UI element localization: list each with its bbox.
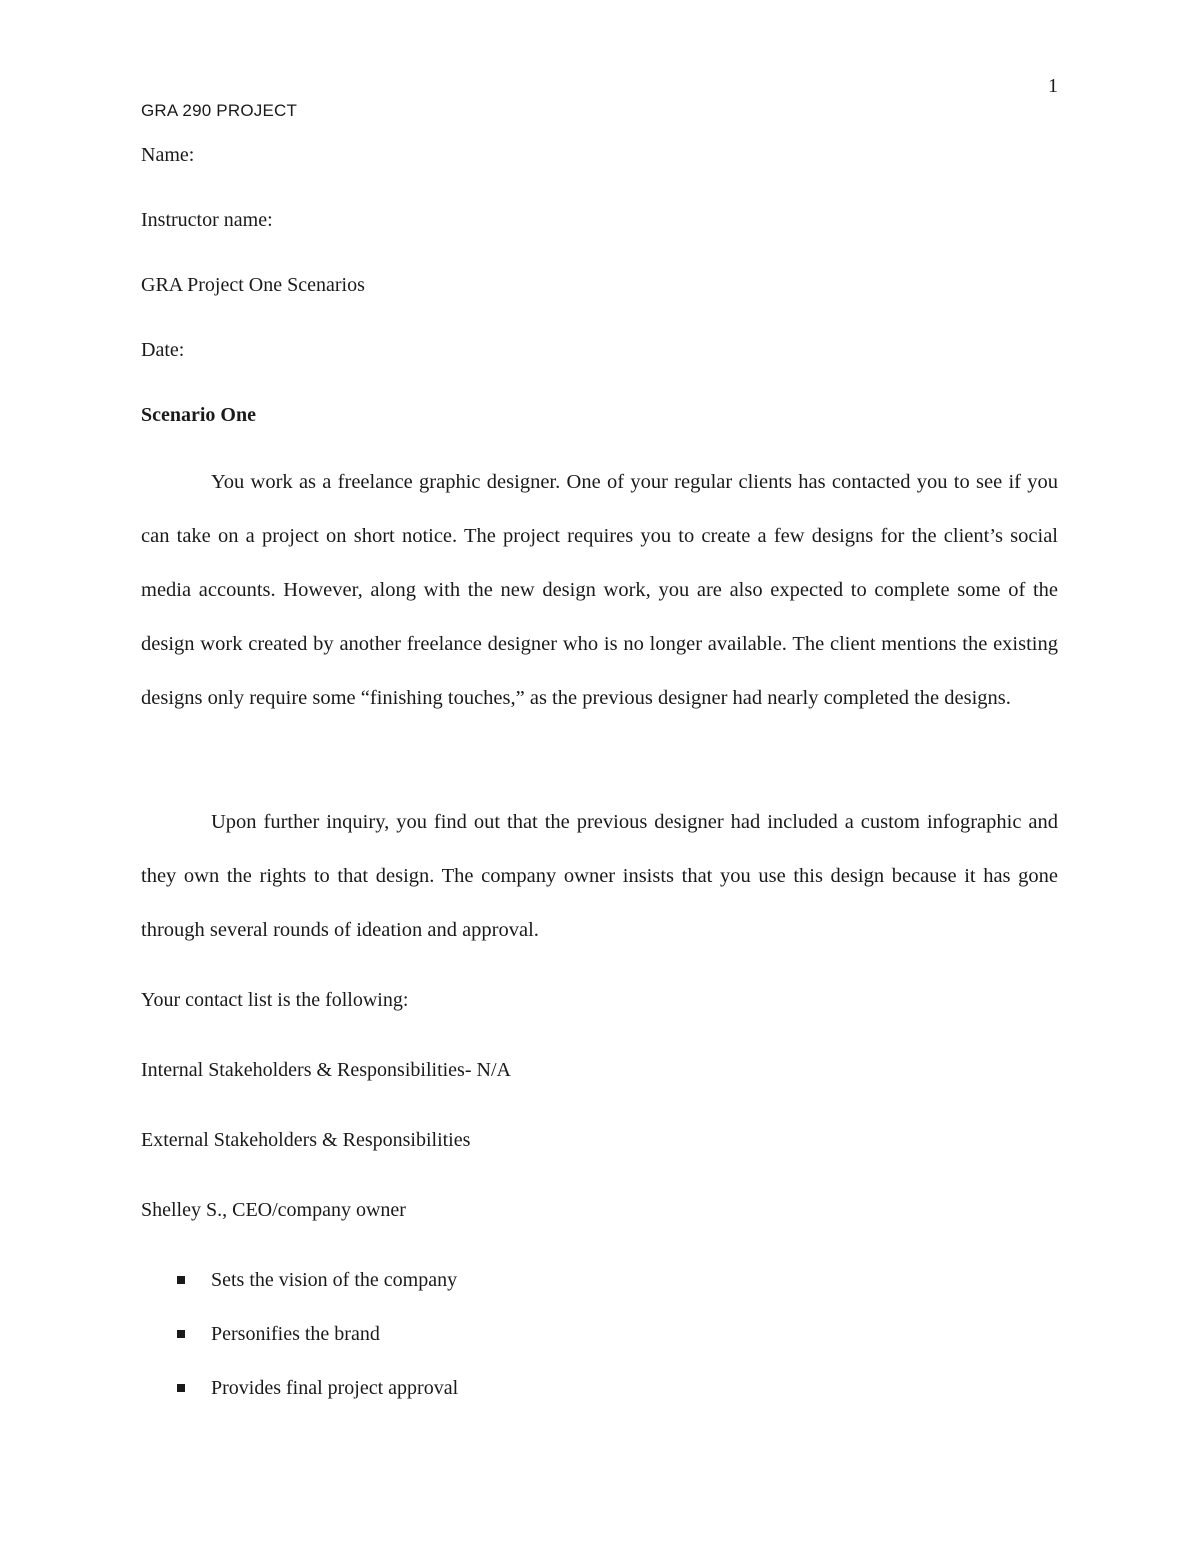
name-field: Name: <box>141 144 195 166</box>
instructor-field: Instructor name: <box>141 209 273 231</box>
scenario-paragraph-1: You work as a freelance graphic designer. One of your regular clients has contacted you to see if you can take on a project on short notice. The project requires you to create a few designs for the client’s social media accounts. However, along with the new design work, you are also expected to complete some of the design work created by another freelance designer who is no longer available. The client mentions the existing designs only require some “finishing touches,” as the previous designer had nearly completed the designs. <box>141 471 1058 709</box>
square-bullet-icon <box>177 1384 185 1392</box>
external-stakeholders: External Stakeholders & Responsibilities <box>141 1129 471 1151</box>
document-header: GRA 290 PROJECT <box>141 101 298 120</box>
date-field: Date: <box>141 339 185 361</box>
square-bullet-icon <box>177 1276 185 1284</box>
square-bullet-icon <box>177 1330 185 1338</box>
contact-person: Shelley S., CEO/company owner <box>141 1199 406 1221</box>
page-number: 1 <box>1048 75 1058 97</box>
list-item-text: Sets the vision of the company <box>211 1269 458 1291</box>
contact-intro: Your contact list is the following: <box>141 989 409 1011</box>
scenario-paragraph-2: Upon further inquiry, you find out that the previous designer had included a custom infographic and they own the rights to that design. The company owner insists that you use this design because it has gone through several rounds of ideation and approval. <box>141 811 1058 941</box>
internal-stakeholders: Internal Stakeholders & Responsibilities- N/A <box>141 1059 511 1081</box>
responsibilities-list <box>141 1262 458 1424</box>
list-item <box>141 1262 458 1316</box>
list-item-text: Provides final project approval <box>211 1377 459 1399</box>
scenario-heading: Scenario One <box>141 404 256 426</box>
list-item <box>141 1370 458 1424</box>
list-item <box>141 1316 458 1370</box>
list-item-text: Personifies the brand <box>211 1323 380 1345</box>
course-title: GRA Project One Scenarios <box>141 274 365 296</box>
